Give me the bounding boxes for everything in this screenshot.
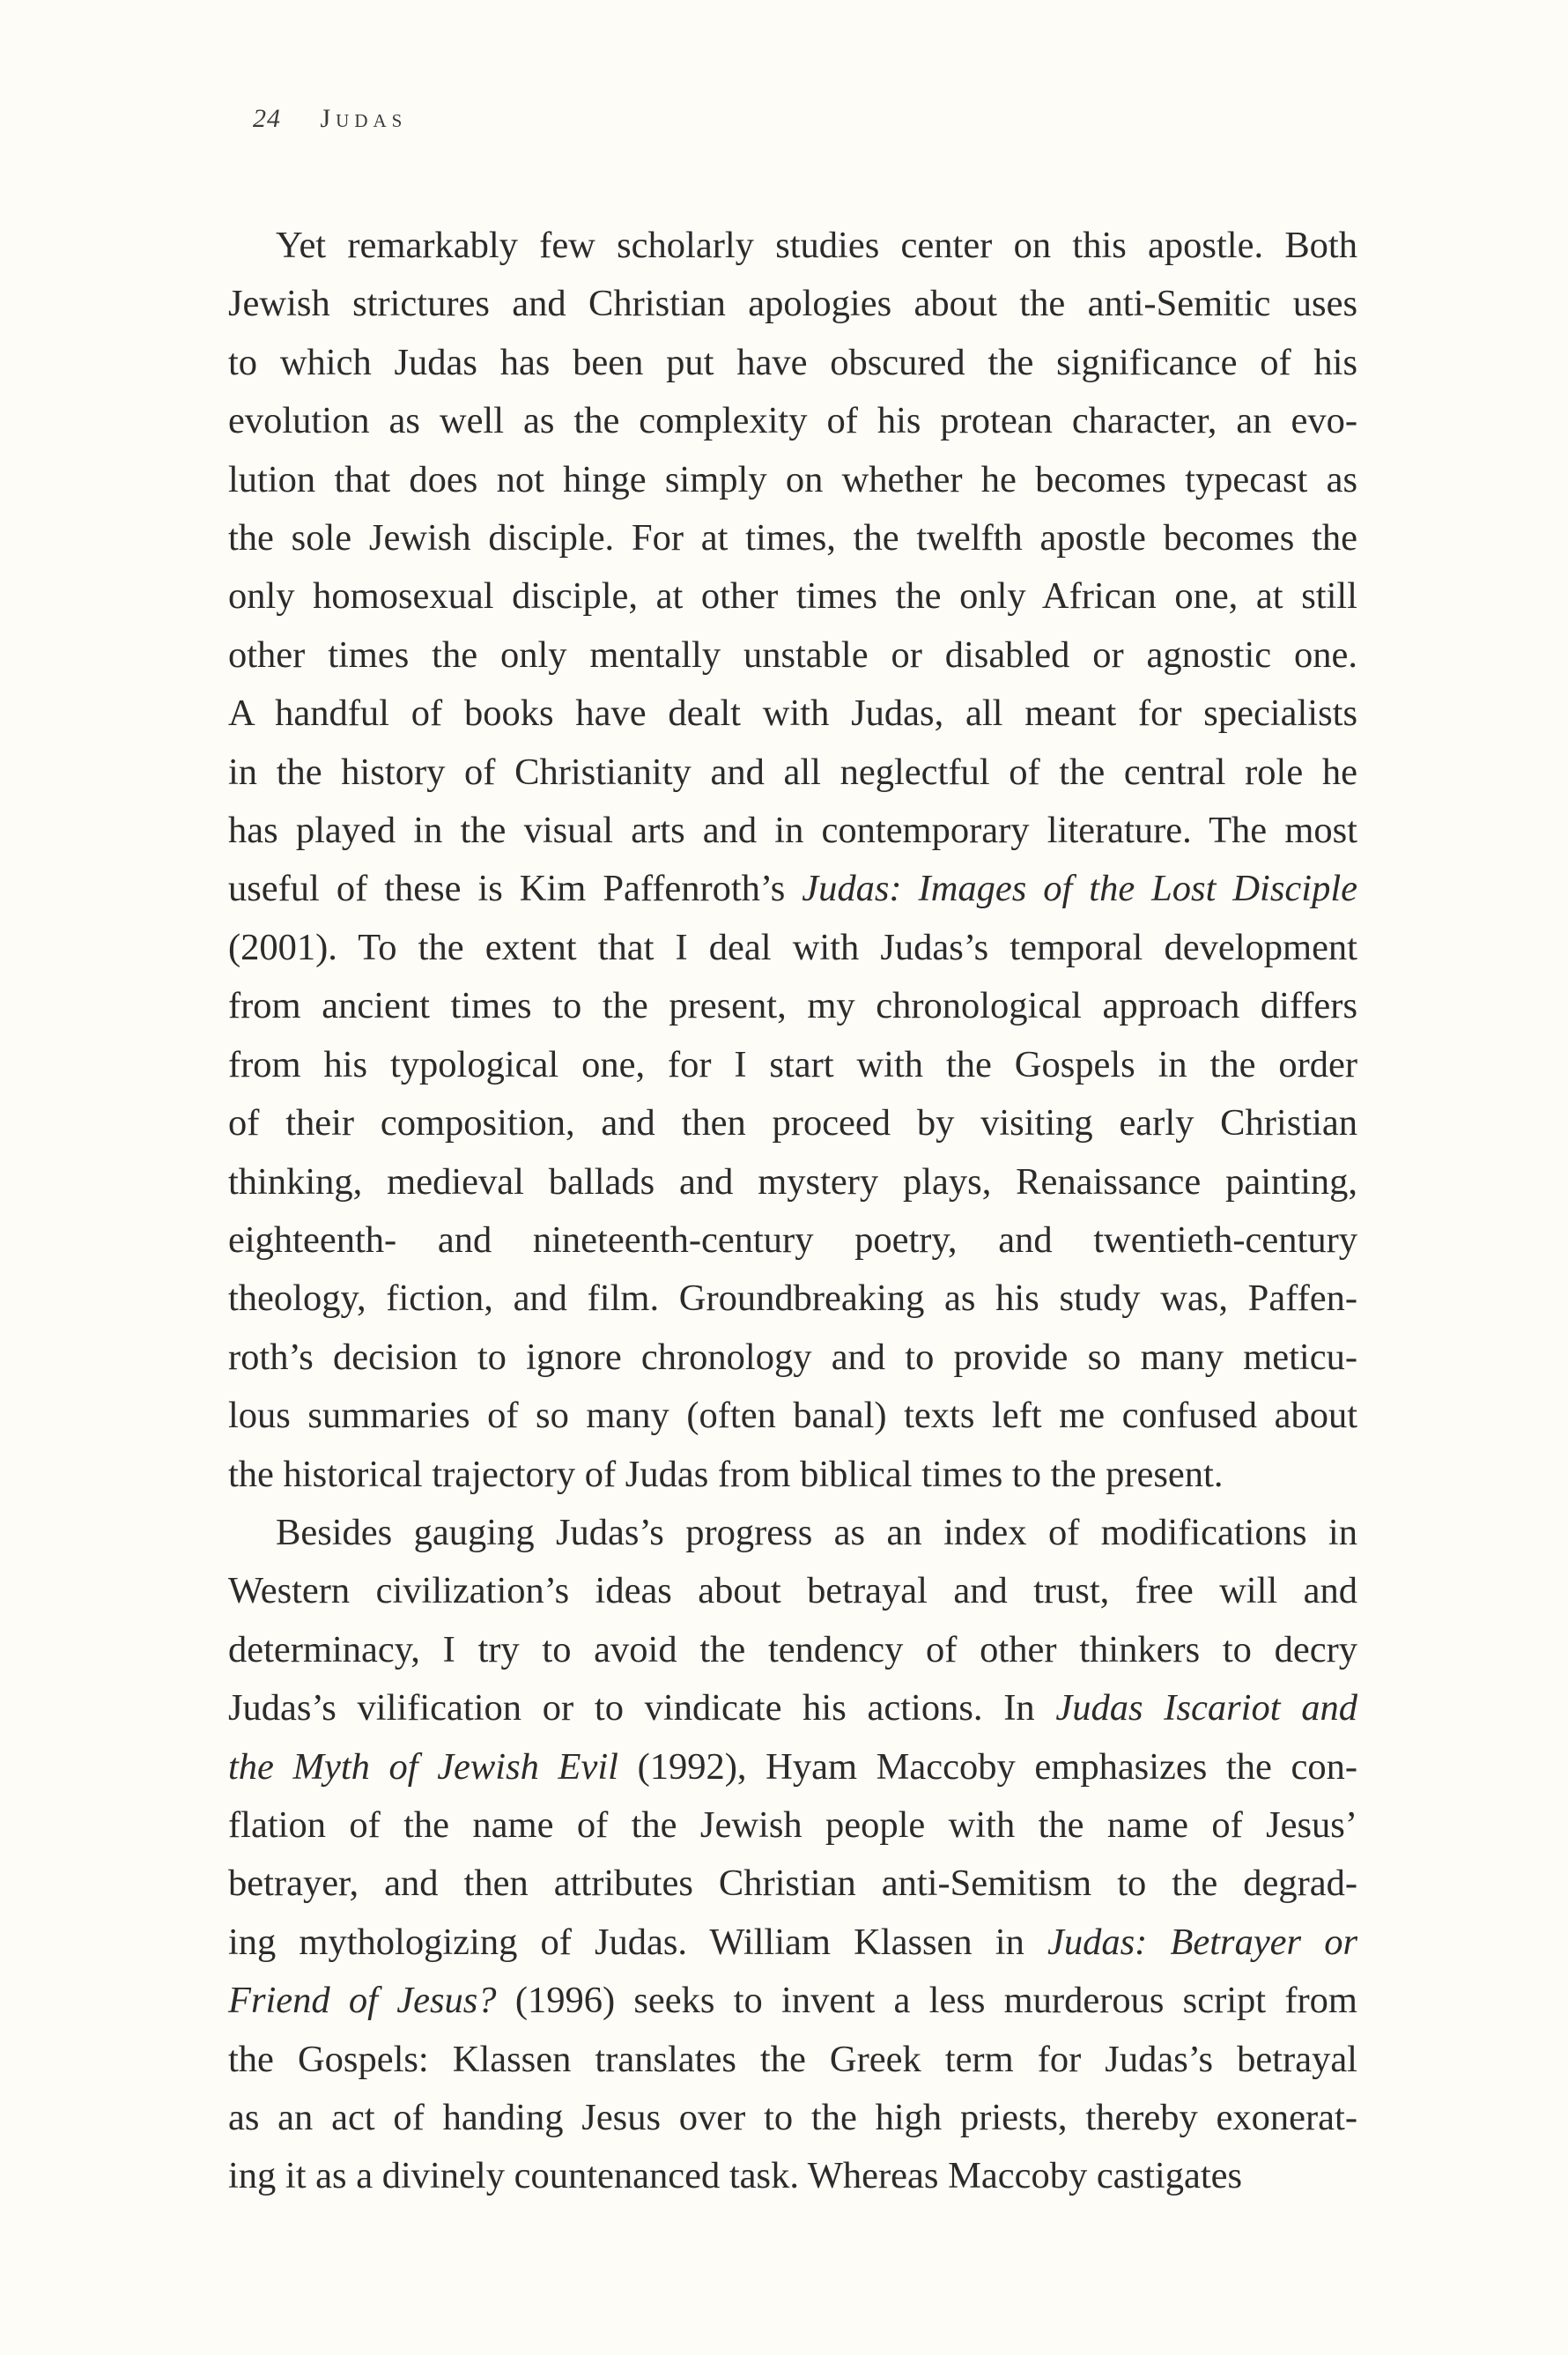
text-line [228,392,1357,450]
text-line [228,1914,1357,1972]
text-run: thinking, medieval ballads and mystery plays, Renaissance painting, [228,1160,1357,1203]
text-line [228,626,1357,685]
text-run: A handful of books have dealt with Judas, all meant for specialists [228,692,1357,735]
text-line [228,1329,1357,1387]
text-run: from his typological one, for I start with the Gospels in the order [228,1043,1357,1085]
text-run: theology, fiction, and film. Groundbreaking as his study was, Paffen- [228,1277,1357,1320]
text-run: Western civilization’s ideas about betrayal and trust, free will and [228,1570,1357,1612]
text-line [228,1972,1357,2030]
text-line [228,1211,1357,1270]
text-run: eighteenth- and nineteenth-century poetry, and twentieth-century [228,1218,1357,1261]
text-line [228,567,1357,626]
text-line [228,744,1357,802]
text-run: to which Judas has been put have obscured the significance of his [228,341,1357,383]
text-run: ing it as a divinely countenanced task. Whereas Maccoby castigates [228,2155,1243,2197]
text-run: as an act of handing Jesus over to the high priests, thereby exonerat- [228,2097,1357,2138]
text-run: only homosexual disciple, at other times the only African one, at still [228,575,1357,618]
text-run: the historical trajectory of Judas from biblical times to the present. [228,1453,1224,1495]
paragraph [228,217,1357,1504]
text-line [228,1446,1357,1504]
text-line [228,509,1357,567]
text-line [228,1387,1357,1445]
text-line [228,1153,1357,1211]
text-line [228,1738,1357,1796]
text-run: lution that does not hinge simply on whether he becomes typecast as [228,458,1357,500]
italic-title: Judas: Betrayer or [1047,1921,1357,1963]
text-line [228,1796,1357,1855]
italic-title: the Myth of Jewish Evil [228,1745,618,1788]
text-line [228,334,1357,392]
text-run: other times the only mentally unstable or disabled or agnostic one. [228,633,1357,676]
text-line [228,1094,1357,1152]
text-run: in the history of Christianity and all neglectful of the central role he [228,751,1357,793]
text-line [228,451,1357,509]
text-run: flation of the name of the Jewish people with the name of Jesus’ [228,1803,1357,1846]
italic-title: Judas: Images of the Lost Disciple [802,868,1357,910]
text-line [228,977,1357,1035]
text-line [228,217,1357,275]
running-title: Judas [320,104,408,133]
text-line [228,1621,1357,1679]
text-run: (1992), Hyam Maccoby emphasizes the con- [618,1745,1358,1788]
text-run: (1996) seeks to invent a less murderous script from [496,1980,1357,2022]
body-text [228,217,1357,2206]
text-line [228,685,1357,743]
paragraph [228,1504,1357,2206]
text-line [228,1562,1357,1620]
text-line [228,2089,1357,2147]
text-run: evolution as well as the complexity of his protean character, an evo- [228,400,1357,442]
text-run: Besides gauging Judas’s progress as an index of modifications in [276,1511,1357,1553]
italic-title: Friend of Jesus? [228,1980,497,2022]
text-run: the Gospels: Klassen translates the Greek term for Judas’s betrayal [228,2038,1357,2080]
text-run: the sole Jewish disciple. For at times, the twelfth apostle becomes the [228,517,1357,559]
text-run: from ancient times to the present, my chronological approach differs [228,985,1357,1027]
text-line [228,1270,1357,1328]
text-line [228,2031,1357,2089]
text-run: determinacy, I try to avoid the tendency of other thinkers to decry [228,1628,1357,1670]
text-line [228,1036,1357,1094]
text-run: of their composition, and then proceed by visiting early Christian [228,1102,1357,1144]
text-line [228,860,1357,918]
text-run: (2001). To the extent that I deal with Judas’s temporal development [228,926,1357,968]
italic-title: Judas Iscariot and [1055,1687,1357,1729]
text-run: useful of these is Kim Paffenroth’s [228,868,802,910]
text-run: Yet remarkably few scholarly studies center on this apostle. Both [276,225,1357,266]
text-line [228,275,1357,333]
text-line [228,1855,1357,1913]
text-line [228,2147,1357,2205]
text-run: roth’s decision to ignore chronology and to provide so many meticu- [228,1336,1357,1378]
text-run: Jewish strictures and Christian apologies about the anti-Semitic uses [228,283,1357,325]
running-head [253,104,407,134]
text-line [228,919,1357,977]
text-run: has played in the visual arts and in contemporary literature. The most [228,810,1357,852]
text-line [228,802,1357,860]
text-run: lous summaries of so many (often banal) texts left me confused about [228,1395,1357,1437]
text-line [228,1679,1357,1737]
text-run: betrayer, and then attributes Christian anti-Semitism to the degrad- [228,1863,1357,1905]
text-line [228,1504,1357,1562]
text-run: ing mythologizing of Judas. William Klassen in [228,1921,1047,1963]
page-number: 24 [253,104,281,133]
text-run: Judas’s vilification or to vindicate his actions. In [228,1687,1056,1729]
